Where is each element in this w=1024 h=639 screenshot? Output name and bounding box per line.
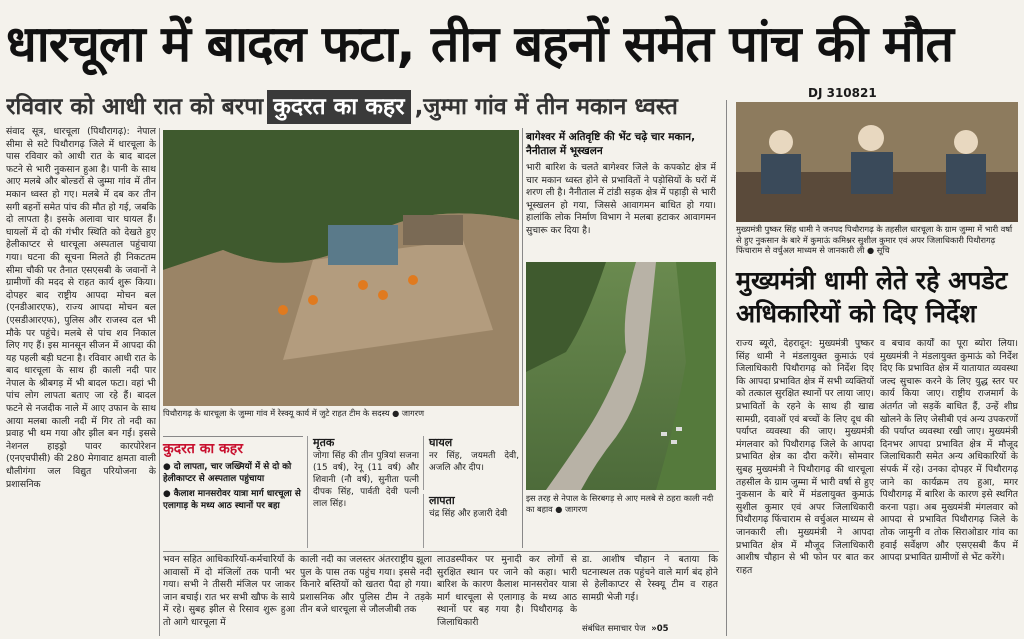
column-rule-1	[159, 128, 160, 636]
bageshwar-text: भारी बारिश के चलते बागेश्वर जिले के कपकोट क्षेत्र में चार मकान ध्वस्त होने से प्रभावितों ने पड़ोसियों के घरों में शरण ली है। नैनीताल में टांडी सड़क क्षेत्र में पहाड़ी से भारी भूस्खलन हो गया, जिससे आवागमन बाधित हो गया। हालांकि लोक निर्माण विभाग ने मलबा हटाकर आवागमन सुचारू कर दिया है।	[526, 162, 716, 236]
column-rule-3	[726, 100, 727, 636]
column-rule-2	[522, 128, 523, 548]
sub-headline	[6, 90, 776, 124]
missing-label: लापता	[429, 494, 455, 507]
missing-text: चंद्र सिंह और हजारी देवी	[429, 509, 508, 519]
river-photo	[526, 262, 716, 490]
edition-code: DJ 310821	[808, 86, 877, 100]
landslide-photo-illustration	[163, 130, 519, 406]
related-news-label: संबंधित समाचार पेज	[582, 624, 646, 634]
injured-box	[423, 436, 519, 490]
cm-photo-caption: मुख्यमंत्री पुष्कर सिंह धामी ने जनपद पिथौरागढ़ के तहसील धारचूला के ग्राम जुम्मा में भारी वर्षा से हुए नुकसान के बारे में कुमाऊं कमिश्नर सुशील कुमार एवं अपर जिलाधिकारी पिथौरागढ़ फिंचाराम से वर्चुअल माध्यम से जानकारी ली ● सूचि	[736, 224, 1013, 255]
injured-text: नर सिंह, जयमती देवी, अजलि और दीप।	[429, 451, 519, 473]
bottom-col-4: डा. आशीष चौहान ने बताया कि घटनास्थल तक पहुंचने वाले मार्ग बंद होने से हेलीकाप्टर से रेस्क्यू टीम व राहत सामग्री भेजी गई।	[582, 554, 718, 603]
kahar-bullet-1: ● दो लापता, चार जख्मियों में से दो को हेलीकाप्टर से अस्पताल पहुंचाया	[163, 462, 292, 484]
kahar-bullet-1-text: दो लापता, चार जख्मियों में से दो को हेलीकाप्टर से अस्पताल पहुंचाया	[163, 462, 292, 484]
sub-headline-boxed: कुदरत का कहर	[267, 90, 410, 124]
kahar-bullet-2-text: कैलाश मानसरोवर यात्रा मार्ग धारचूला से एलागाड़ के मध्य आठ स्थानों पर बहा	[163, 489, 301, 511]
sub-headline-pre: रविवार को आधी रात को बरपा	[6, 94, 264, 120]
river-photo-illustration	[526, 262, 716, 490]
bageshwar-title: बागेश्वर में अतिवृष्टि की भेंट चढ़े चार मकान, नैनीताल में भूस्खलन	[526, 131, 696, 157]
landslide-photo	[163, 130, 519, 406]
bottom-divider	[163, 551, 719, 552]
cm-story-col-b: व बचाव कार्यों का पूरा ब्योरा लिया। मुख्यमंत्री ने मंडलायुक्त कुमाऊं को निर्देश दिए कि प्रभावित क्षेत्र में यातायात व्यवस्था जल्द सुचारू करने के लिए युद्ध स्तर पर कार्य किया जाए। राष्ट्रीय राजमार्ग के अंतर्गत जो सड़कें बाधित हैं, उन्हें शीघ्र खोलने के लिए जेसीबी एवं अन्य उपकरणों की पर्याप्त व्यवस्था रखी जाए। मुख्यमंत्री दिनभर आपदा प्रभावित क्षेत्र में मौजूद जिलाधिकारी समेत अन्य अधिकारियों के संपर्क में रहे। उनका दोपहर में पिथौरागढ़ जाने का कार्यक्रम तय हुआ, मगर पिथौरागढ़ में बारिश के कारण इसे स्थगित करना पड़ा। अब मुख्यमंत्री मंगलवार को आपदा से प्रभावित पिथौरागढ़ जिले के तोक जामुनी व तोक सिराओडार गांव का हवाई सर्वेक्षण और एसएसबी कैंप में आपदा प्रभावित ग्रामीणों से भेंट करेंगे।	[880, 338, 1018, 564]
cm-story-col-a: राज्य ब्यूरो, देहरादून: मुख्यमंत्री पुष्कर सिंह धामी ने मंडलायुक्त कुमाऊं एवं जिलाधिकारी पिथौरागढ़ को निर्देश दिए कि आपदा प्रभावित क्षेत्र में सभी व्यक्तियों को तत्काल सुरक्षित स्थानों पर लाया जाए। प्रभावितों के रहने के साथ ही खाद्य सामग्री, दवाओं एवं बच्चों के लिए दूध की पर्याप्त व्यवस्था की जाए। मुख्यमंत्री मंगलवार को पिथौरागढ़ जिले के आपदा प्रभावित क्षेत्र का दौरा करेंगे। सोमवार सुबह मुख्यमंत्री ने पिथौरागढ़ की धारचूला तहसील के ग्राम जुम्मा में भारी वर्षा से हुए नुकसान के बारे में मंडलायुक्त कुमाऊं सुशील कुमार एवं अपर जिलाधिकारी पिथौरागढ़ फिंचाराम से वर्चुअल माध्यम से जानकारी ली। मुख्यमंत्री ने आपदा प्रभावित क्षेत्र में मौजूद जिलाधिकारी आशीष चौहान से भी फोन पर बात कर राहत	[736, 338, 874, 576]
photo2-caption: इस तरह से नेपाल के सिरबगड़ से आए मलबे से ठहरा काली नदी का बहाव ● जागरण	[526, 493, 714, 514]
kahar-bullet-2: ● कैलाश मानसरोवर यात्रा मार्ग धारचूला से एलागाड़ के मध्य आठ स्थानों पर बहा	[163, 489, 301, 511]
bottom-col-1: भवन सहित आधिकारियों-कर्मचारियों के आवासों में दो मंजिलों तक पानी भर गया। सभी ने तीसरी मंजिल पर जाकर जान बचाई। रात भर सभी खौफ के साये में रहे। सुबह झील से रिसाव शुरू हुआ तो आगे धारचूला में	[163, 554, 295, 628]
dead-text: जोगा सिंह की तीन पुत्रियां सजना (15 वर्ष), रेनू (11 वर्ष) और शिवानी (नौ वर्ष), सुनीता पत्नी दीपक सिंह, पार्वती देवी पत्नी लाल सिंह।	[313, 451, 419, 509]
bottom-col-2: काली नदी का जलस्तर अंतरराष्ट्रीय झूला पुल के पास तक पहुंच गया। इससे नदी किनारे बस्तियों को खतरा पैदा हो गया। प्रशासनिक और पुलिस टीम ने तड़के तीन बजे धारचूला से जौलजीबी तक	[300, 554, 432, 616]
kahar-box	[163, 436, 303, 548]
main-headline: धारचूला में बादल फटा, तीन बहनों समेत पांच की मौत	[6, 15, 953, 73]
cm-meeting-photo	[736, 102, 1018, 222]
related-news-page[interactable]: »05	[651, 624, 669, 634]
related-news	[582, 622, 718, 636]
sub-headline-post: ,जुम्मा गांव में तीन मकान ध्वस्त	[414, 94, 678, 120]
missing-box	[423, 494, 519, 548]
dead-box	[307, 436, 419, 548]
photo1-caption: पिथौरागढ़ के धारचूला के जुम्मा गांव में रेस्क्यू कार्य में जुटे राहत टीम के सदस्य ● जागरण	[163, 408, 424, 418]
injured-label: घायल	[429, 436, 453, 449]
cm-meeting-illustration	[736, 102, 1018, 222]
story-column-1: संवाद सूत्र, धारचूला (पिथौरागढ़): नेपाल सीमा से सटे पिथौरागढ़ जिले में धारचूला के पास रविवार को आधी रात के बाद बादल फटने से भारी नुकसान हुआ है। पानी के साथ आए मलबे और बोल्डरों से जुम्मा गांव में तीन मकान ध्वस्त हो गए। मलबे में दब कर तीन सगी बहनों समेत पांच की मौत हो गई, जबकि दो लापता है। इसके अलावा चार घायल हैं। घायलों में दो की गंभीर स्थिति को देखते हुए हेलीकाप्टर से धारचूला अस्पताल पहुंचाया गया। घटना की सूचना मिलते ही निकटतम सीमा चौकी पर तैनात एसएसबी के जवानों ने ग्रामीणों की मदद से राहत कार्य शुरू किया। दोपहर बाद राष्ट्रीय आपदा मोचन बल (एनडीआरएफ), राज्य आपदा मोचन बल (एसडीआरएफ), पुलिस और राजस्व दल भी मौके पर पहुंचे। मलबे से पांच शव निकाल लिए गए हैं। इस मानसून सीजन में आपदा की यह पहली बड़ी घटना है। रविवार आधी रात के बाद धारचूला के साथ ही काली नदी पार नेपाल के श्रीबगड़ में भी बादल फटा। वहां भी पांच लोग लापता बताए जा रहे हैं। बादल फटने से नजदीक नाले में आए उफान के साथ आया मलबा काली नदी में गिर तो नदी का प्रवाह भी थम गया और झील बन गई। इससे नेशनल हाइड्रो पावर कारपोरेशन (एनएचपीसी) की 280 मेगावाट क्षमता वाली धौलीगंगा जल विद्युत परियोजना के प्रशासनिक	[6, 126, 156, 490]
dead-label: मृतक	[313, 436, 335, 449]
kahar-title: कुदरत का कहर	[163, 441, 243, 457]
cm-headline: मुख्यमंत्री धामी लेते रहे अपडेट अधिकारियों को दिए निर्देश	[736, 266, 1008, 328]
bageshwar-box	[526, 130, 716, 260]
bottom-col-3: लाउडस्पीकर पर मुनादी कर लोगों से सुरक्षित स्थान पर जाने को कहा। भारी बारिश के कारण कैलाश मानसरोवर यात्रा मार्ग धारचूला से एलागाड़ के मध्य आठ स्थानों पर बह गया है। पिथौरागढ़ के जिलाधिकारी	[437, 554, 577, 628]
